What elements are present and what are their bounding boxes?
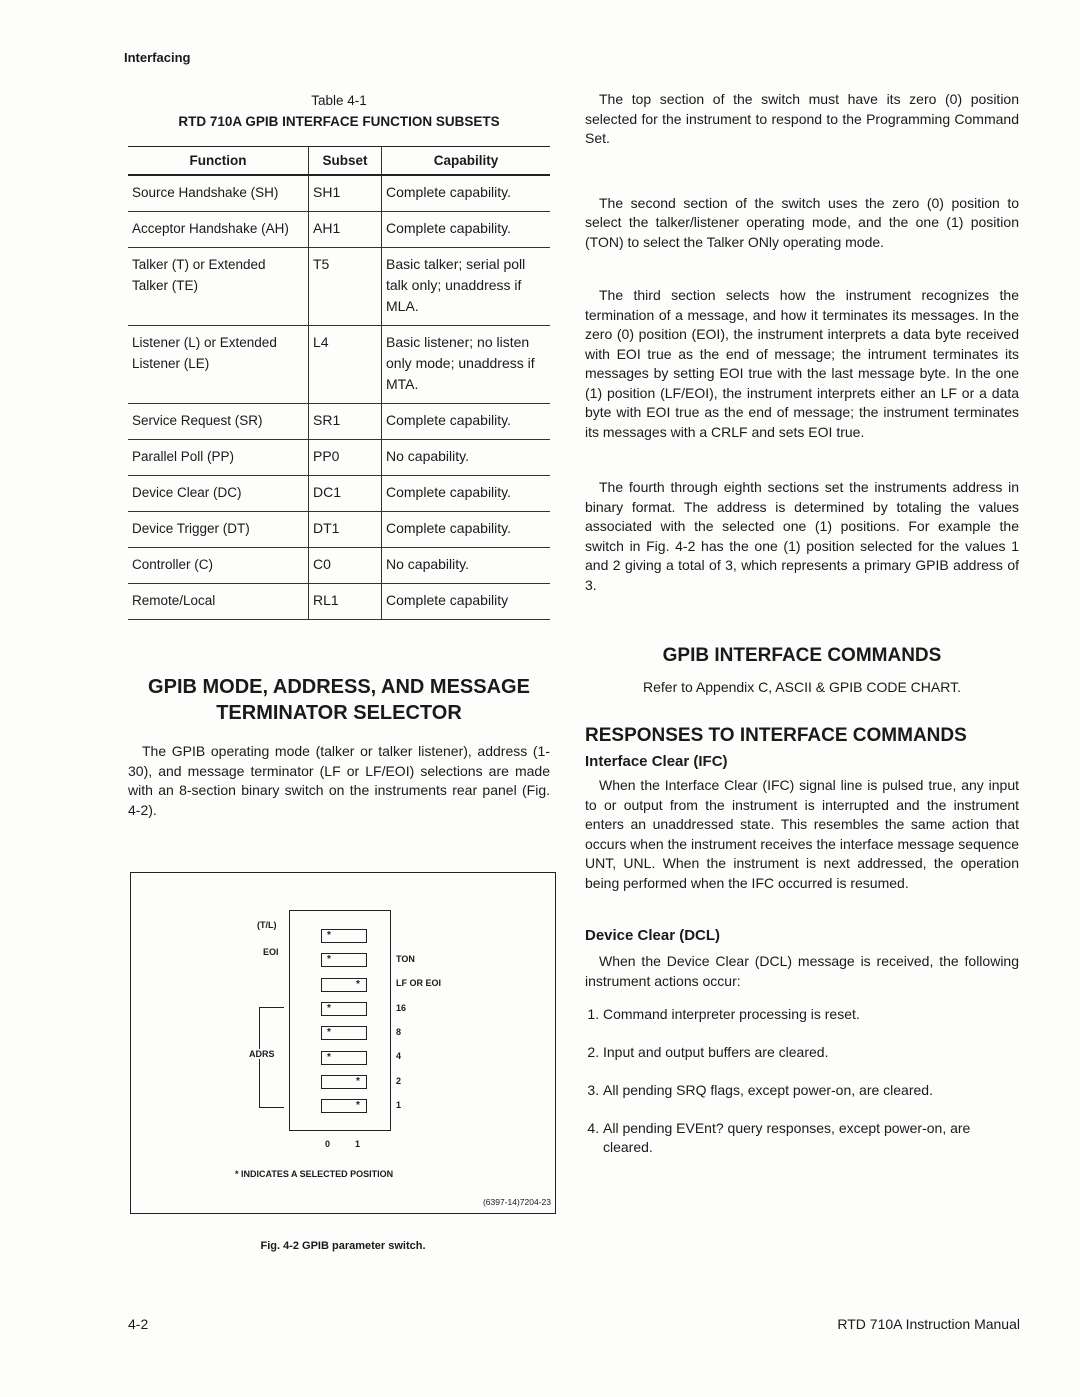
subset-cell: C0 bbox=[309, 548, 382, 584]
paragraph-address-sections: The fourth through eighth sections set the instruments address in binary format. The address is determined by totaling the values associated with the selected one (1) positions. For example the switch in Fig. 4-2 has the one (1) position selected for the values 1 and 2 giving a total of 3, which represents a primary GPIB address of 3. bbox=[585, 479, 1019, 593]
capability-cell: Complete capability. bbox=[382, 476, 551, 512]
table-row bbox=[128, 440, 550, 476]
capability-cell: Basic talker; serial poll talk only; unaddress if MLA. bbox=[382, 248, 551, 326]
table-row bbox=[128, 512, 550, 548]
capability-cell: Complete capability. bbox=[382, 512, 551, 548]
axis-1: 1 bbox=[355, 1139, 361, 1149]
manual-title: RTD 710A Instruction Manual bbox=[837, 1316, 1020, 1332]
label-eoi: EOI bbox=[263, 947, 279, 957]
subset-cell: SH1 bbox=[309, 175, 382, 212]
switch-section-2 bbox=[321, 953, 367, 967]
subset-cell: SR1 bbox=[309, 404, 382, 440]
right-column bbox=[585, 90, 1019, 1176]
switch-value-label: 16 bbox=[396, 1002, 407, 1013]
capability-cell: Basic listener; no listen only mode; unaddress if MTA. bbox=[382, 326, 551, 404]
paragraph-top-section: The top section of the switch must have its zero (0) position selected for the instrument to respond to the Programming Command Set. bbox=[585, 91, 1019, 146]
switch-section-5 bbox=[321, 1026, 367, 1040]
function-cell: Controller (C) bbox=[128, 548, 309, 584]
switch-section-6 bbox=[321, 1051, 367, 1065]
figure-code: (6397-14)7204-23 bbox=[482, 1197, 551, 1207]
table-title: RTD 710A GPIB INTERFACE FUNCTION SUBSETS bbox=[178, 114, 500, 129]
dcl-actions-list bbox=[585, 1005, 1019, 1157]
switch-value-label: 4 bbox=[396, 1051, 402, 1062]
subset-cell: RL1 bbox=[309, 584, 382, 620]
selected-marker: * bbox=[327, 1027, 331, 1039]
subset-cell: L4 bbox=[309, 326, 382, 404]
switch-section-3 bbox=[321, 978, 367, 992]
table-header-row bbox=[128, 147, 550, 176]
table-row bbox=[128, 404, 550, 440]
table-body bbox=[128, 175, 550, 620]
switch-section-1 bbox=[321, 929, 367, 943]
gpib-switch-figure bbox=[130, 872, 556, 1214]
subset-cell: T5 bbox=[309, 248, 382, 326]
switch-section-4 bbox=[321, 1002, 367, 1016]
list-item: 1. Command interpreter processing is reset. bbox=[603, 1005, 1019, 1024]
function-cell: Service Request (SR) bbox=[128, 404, 309, 440]
switch-section-8 bbox=[321, 1099, 367, 1113]
function-cell: Acceptor Handshake (AH) bbox=[128, 212, 309, 248]
commands-text: Refer to Appendix C, ASCII & GPIB CODE CHART. bbox=[643, 679, 961, 695]
paragraph-second-section: The second section of the switch uses the zero (0) position to select the talker/listener operating mode, and the one (1) position (TON) to select the Talker ONly operating mode. bbox=[585, 194, 1019, 250]
column-header: Capability bbox=[382, 147, 551, 176]
capability-cell: Complete capability bbox=[382, 584, 551, 620]
switch-value-label: 1 bbox=[396, 1099, 402, 1110]
selected-marker: * bbox=[327, 1002, 331, 1014]
selected-marker: * bbox=[327, 930, 331, 941]
switch-value-label: 8 bbox=[396, 1026, 402, 1037]
function-cell: Listener (L) or Extended Listener (LE) bbox=[128, 326, 309, 404]
capability-cell: Complete capability. bbox=[382, 175, 551, 212]
selected-marker: * bbox=[327, 1051, 331, 1063]
selected-marker: * bbox=[356, 978, 360, 990]
switch-body bbox=[289, 910, 391, 1131]
dcl-paragraph: When the Device Clear (DCL) message is received, the following instrument actions occur: bbox=[585, 953, 1019, 989]
dcl-heading: Device Clear (DCL) bbox=[585, 927, 721, 944]
function-cell: Device Clear (DC) bbox=[128, 476, 309, 512]
table-row bbox=[128, 326, 550, 404]
subset-cell: DC1 bbox=[309, 476, 382, 512]
table-row bbox=[128, 175, 550, 212]
function-subsets-table bbox=[128, 146, 550, 620]
function-cell: Remote/Local bbox=[128, 584, 309, 620]
subset-cell: DT1 bbox=[309, 512, 382, 548]
switch-value-label: LF OR EOI bbox=[396, 978, 441, 989]
figure-note: * INDICATES A SELECTED POSITION bbox=[235, 1169, 394, 1179]
function-cell: Source Handshake (SH) bbox=[128, 175, 309, 212]
capability-cell: Complete capability. bbox=[382, 212, 551, 248]
table-row bbox=[128, 548, 550, 584]
switch-value-label: 2 bbox=[396, 1075, 402, 1086]
figure-caption: Fig. 4-2 GPIB parameter switch. bbox=[260, 1240, 426, 1252]
table-row bbox=[128, 212, 550, 248]
mode-address-heading: GPIB MODE, ADDRESS, AND MESSAGE TERMINATOR SELECTOR bbox=[148, 676, 530, 724]
ifc-heading: Interface Clear (IFC) bbox=[585, 753, 728, 770]
table-row bbox=[128, 248, 550, 326]
list-item: 3. All pending SRQ flags, except power-on, are cleared. bbox=[603, 1081, 1019, 1100]
selected-marker: * bbox=[356, 1075, 360, 1087]
column-header: Subset bbox=[309, 147, 382, 176]
page-number: 4-2 bbox=[128, 1316, 149, 1332]
label-adrs: ADRS bbox=[249, 1049, 275, 1059]
function-cell: Talker (T) or Extended Talker (TE) bbox=[128, 248, 309, 326]
function-cell: Parallel Poll (PP) bbox=[128, 440, 309, 476]
list-item: 2. Input and output buffers are cleared. bbox=[603, 1043, 1019, 1062]
table-row bbox=[128, 476, 550, 512]
table-number: Table 4-1 bbox=[311, 93, 367, 108]
function-cell: Device Trigger (DT) bbox=[128, 512, 309, 548]
table-caption bbox=[128, 90, 550, 132]
capability-cell: No capability. bbox=[382, 548, 551, 584]
ifc-paragraph: When the Interface Clear (IFC) signal line is pulsed true, any input to or output from the instrument is interrupted and the instrument enters an unaddressed state. This resembles the same action that occurs when the instrument receives the interface message sequence UNT, UNL. When the instrument is next addressed, the operation being performed when the IFC occurred is resumed. bbox=[585, 777, 1019, 891]
selected-marker: * bbox=[327, 954, 331, 966]
label-tl: (T/L) bbox=[257, 920, 277, 930]
axis-0: 0 bbox=[325, 1139, 331, 1149]
selected-marker: * bbox=[356, 1100, 360, 1112]
switch-value-label: TON bbox=[396, 954, 415, 964]
capability-cell: Complete capability. bbox=[382, 404, 551, 440]
table-row bbox=[128, 584, 550, 620]
column-header: Function bbox=[128, 147, 309, 176]
subset-cell: PP0 bbox=[309, 440, 382, 476]
paragraph-third-section: The third section selects how the instrument recognizes the termination of a message, and how it terminates its messages. In the zero (0) position (EOI), the instrument interprets a data byte received with EOI true as the end of message; the intrument terminates its messages by setting EOI true with the last message byte. In the one (1) position (LF/EOI), the instrument interprets either an LF or a data byte with EOI true as the end of message; the instrument terminates its messages with a CRLF and sets EOI true. bbox=[585, 287, 1019, 440]
responses-heading: RESPONSES TO INTERFACE COMMANDS bbox=[585, 725, 967, 746]
list-item: 4. All pending EVEnt? query responses, except power-on, are cleared. bbox=[603, 1119, 1019, 1157]
subset-cell: AH1 bbox=[309, 212, 382, 248]
capability-cell: No capability. bbox=[382, 440, 551, 476]
mode-address-paragraph: The GPIB operating mode (talker or talker listener), address (1-30), and message terminator (LF or LF/EOI) selections are made with an 8-section binary switch on the instruments rear panel (Fig. 4-2). bbox=[128, 743, 550, 818]
commands-heading: GPIB INTERFACE COMMANDS bbox=[662, 645, 942, 666]
switch-section-7 bbox=[321, 1075, 367, 1089]
section-header: Interfacing bbox=[124, 50, 191, 65]
